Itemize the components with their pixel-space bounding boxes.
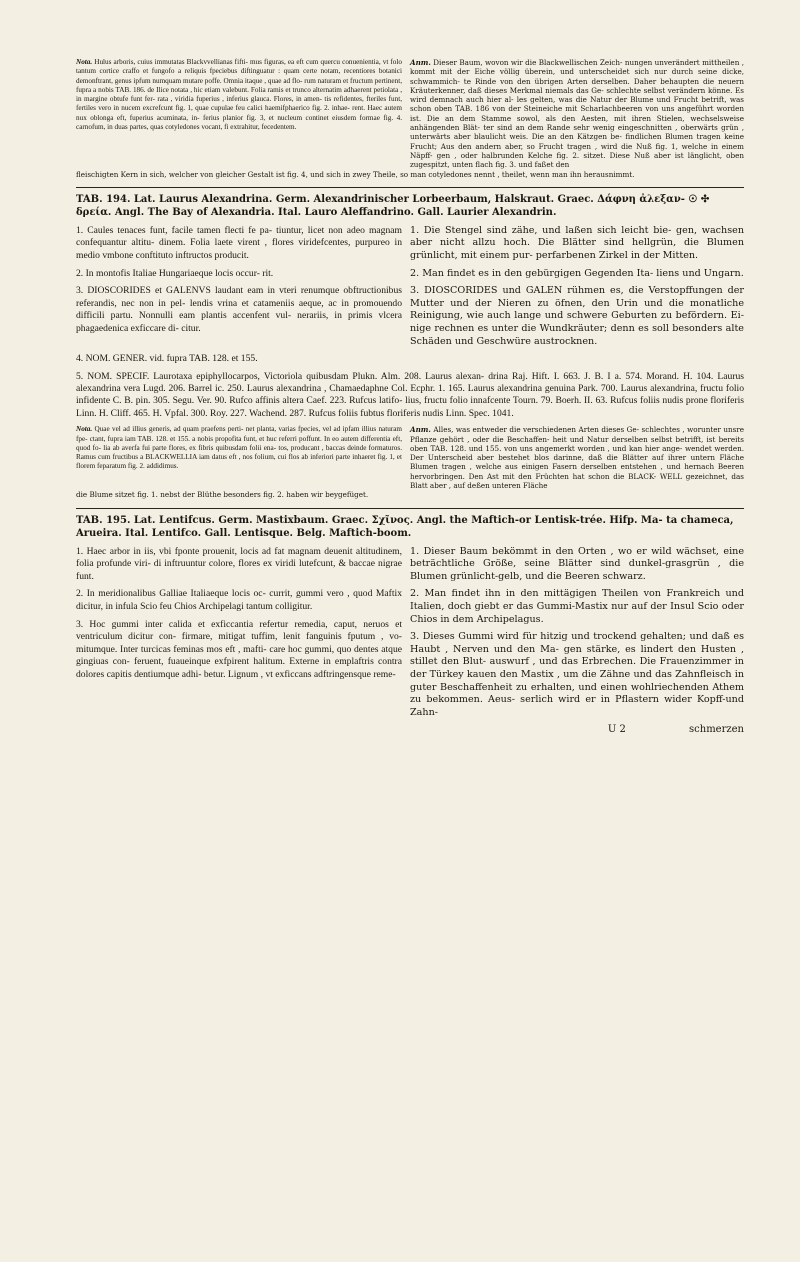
section-divider — [76, 187, 744, 188]
note-label: Anm. — [410, 425, 431, 435]
tab195-latin-column — [76, 546, 402, 737]
section-divider — [76, 508, 744, 509]
paragraph: 1. Dieser Baum bekömmt in den Orten , wo er wild wächset, eine beträchtliche Größe, seine Blätter sind dunkel-grasgrün , die Blumen grünlicht-gelb, und die Beeren schwarz. — [410, 545, 744, 582]
paragraph: 2. In meridionalibus Galliae Italiaeque locis oc- currit, gummi vero , quod Maftix dicitur, in infula Scio feu Chios Archipelagi tantum colligitur. — [76, 588, 402, 612]
tab194-note-section — [76, 425, 744, 490]
tab194-latin-column — [76, 225, 402, 353]
tab194-note-latin — [76, 425, 402, 490]
top-note-latin — [76, 58, 402, 170]
note-text: Dieser Baum, wovon wir die Blackwellischen Zeich- nungen unverändert mittheilen , kommt mit der Eiche völlig überein, und unterscheidet sich nur durch seine dicke, schwammich- te Rinde von den übrigen Arten derselben. Daher behaupten die neuern Kräuterkenner, daß dieses Merkmal niemals das Ge- schlechte selbst verändern könne. Es wird demnach auch hier al- les gelten, was die Natur der Blume und Frucht betrift, was schon oben TAB. 186 von der Steineiche mit Scharlachbeeren von uns angeführt worden ist. Die an dem Stamme sowol, als den Aesten, mit ihren Stielen, wechselsweise anhängenden Blät- ter sind an dem Rande sehr wenig eingeschnitten , oberwärts grün , unterwärts aber blaulicht weis. Die an den Kätzgen be- findlichen Blumen tragen keine Frucht; Aus den andern aber, so Frucht tragen , wird die Nuß fig. 1, welche in einem Näpff- gen , oder halbrunden Kelche fig. 2. sitzet. Diese Nuß aber ist länglicht, oben zugespitzt, unten flach fig. 3. und faßet den — [410, 58, 744, 170]
top-note-section — [76, 58, 744, 170]
note-text: Alles, was entweder die verschiedenen Arten dieses Ge- schlechtes , worunter unsre Pflanze gehört , oder die Beschaffen- heit und Natur derselben selbst betrifft, ist bereits oben TAB. 128. und 155. von uns angemerkt worden , und kan hier ange- wendet werden. Der Unterscheid aber bestehet blos darinne, daß die Blätter auf ihrer untern Fläche Blumen tragen , welche aus einigen Fasern derselben entstehen , und hernach Beeren hervorbringen. Den Ast mit den Früchten hat schon die BLACK- WELL gezeichnet, das Blatt aber , auf deßen unteren Fläche — [410, 425, 745, 491]
note-label: Anm. — [410, 58, 431, 67]
paragraph: 2. Man findet ihn in den mittägigen Theilen von Frankreich und Italien, doch giebt er das Gummi-Mastix nur auf der Insul Scio oder Chios in dem Archipelagus. — [410, 588, 744, 625]
paragraph: 1. Haec arbor in iis, vbi fponte prouenit, locis ad fat magnam deuenit altitudinem, folia profunde viri- di inftruuntur colore, flores ex viridi lutefcunt, & baccae nigrae funt. — [76, 545, 402, 582]
book-page — [76, 58, 744, 737]
tab195-body — [76, 546, 744, 737]
catchword: schmerzen — [689, 724, 744, 736]
tab194-note-german-continued: die Blume sitzet fig. 1. nebst der Blüthe besonders fig. 2. haben wir beygefüget. — [76, 490, 369, 500]
tab194-body — [76, 225, 744, 353]
paragraph: 1. Die Stengel sind zähe, und laßen sich leicht bie- gen, wachsen aber nicht allzu hoch. Die Blätter sind hellgrün, die Blumen grünlicht, mit einem pur- perfarbenen Zirkel in der Mitten. — [410, 224, 744, 262]
page-footer — [410, 724, 744, 737]
top-note-german — [410, 58, 744, 170]
paragraph: 2. Man findet es in den gebürgigen Gegenden Ita- liens und Ungarn. — [410, 267, 744, 279]
paragraph: 3. Dieses Gummi wird für hitzig und trockend gehalten; und daß es Haubt , Nerven und den Ma- gen stärke, es lindert den Husten , stillet den Blut- auswurf , und das Erbrechen. Die Frauenzimmer in der Türkey kauen den Mastix , um die Zähne und das Zahnfleisch in guter Beschaffenheit zu erhalten, und einen wohlriechenden Athem zu bekommen. Aeus- serlich wird er in Pflastern wider Kopff-und Zahn- — [410, 631, 744, 718]
tab194-note-german — [410, 425, 744, 490]
tab195-german-column — [410, 546, 744, 737]
note-text: Hulus arboris, cuius immutatas Blackvvellianas fifti- mus figuras, ea eft cum quercu conuenientia, vt folo tantum cortice craffo et fungofo a reliquis fpeciebus diftinguatur : quam certe notam, recentiores botanici demonftrant, genus ipfum numquam mutare poffe. Omnia itaque , quae ad flo- rum naturam et fructum pertinent, fupra a nobis TAB. 186. de Ilice notata , hic etiam valebunt. Folia ramis et trunco alternatim adhaerent petiolata , in margine obtufe funt fer- rata , viridia fuperius , inferius glauca. Flores, in amen- tis refidentes, fteriles funt, fertiles vero in nucem excrefcunt fig. 1, quae cupulae feu calici haemifphaerico fig. 2. inhae- rent. Haec autem nux oblonga eft, fuperius acuminata, in- ferius planior fig. 3, et nucleum continet eiusdem formae fig. 4. carnofum, in duas partes, quas cotyledones vocant, fi extrahitur, fecedentem. — [76, 58, 402, 132]
paragraph: 3. DIOSCORIDES et GALENVS laudant eam in vteri renumque obftructionibus referandis, nec non in pel- lendis vrina et catameniis aeque, ac in promouendo difficili partu. Nonnulli eam plantis accenfent vul- nerariis, in primis vlcera phagaedenica exficcare di- citur. — [76, 285, 402, 335]
tab194-header: TAB. 194. Lat. Laurus Alexandrina. Germ. Alexandrinischer Lorbeerbaum, Halskraut. Graec. Δάφνη ἀλεξαν- ☉ ✣ δρεία. Angl. The Bay of Alexandria. Ital. Lauro Aleffandrino. Gall. Laurier Alexandrin. — [76, 193, 710, 218]
paragraph: 1. Caules tenaces funt, facile tamen flecti fe pa- tiuntur, licet non adeo magnam confequantur altitu- dinem. Folia laete virent , flores viridefcentes, purpureo in medio vmbone conftituto inftructos producit. — [76, 224, 402, 262]
paragraph: 2. In montofis Italiae Hungariaeque locis occur- rit. — [76, 267, 274, 279]
tab195-header: TAB. 195. Lat. Lentifcus. Germ. Mastixbaum. Graec. Σχῖνος. Angl. the Maftich-or Lentisk-trée. Hifp. Ma- ta chameca, Arueira. Ital. Lentifco. Gall. Lentisque. Belg. Maftich-boom. — [76, 514, 734, 539]
tab194-german-column — [410, 225, 744, 353]
paragraph: 3. DIOSCORIDES und GALEN rühmen es, die Verstopffungen der Mutter und der Nieren zu öfnen, den Urin und die monatliche Reinigung, wie auch lange und schwere Geburten zu befördern. Ei- nige rechnen es unter die Wundkräuter; denn es soll besonders alte Schäden und Geschwüre austrocknen. — [410, 285, 744, 347]
top-note-german-continued: fleischigten Kern in sich, welcher von gleicher Gestalt ist fig. 4, und sich in zwey Theile, so man cotyledones nennt , theilet, wenn man ihn herausnimmt. — [76, 169, 635, 179]
note-label: Nota. — [76, 425, 93, 434]
signature-mark: U 2 — [607, 724, 626, 736]
nom-gener: 4. NOM. GENER. vid. fupra TAB. 128. et 155. — [76, 353, 258, 365]
nom-specif: 5. NOM. SPECIF. Laurotaxa epiphyllocarpos, Victoriola quibusdam Plukn. Alm. 208. Laurus alexan- drina Raj. Hift. I. 663. J. B. I a. 574. Morand. H. 104. Laurus alexandrina vera Lugd. 206. Barrel ic. 250. Laurus alexandrina , Chamaedaphne Col. Ecphr. 1. 165. Laurus alexandrina genuina Park. 700. Laurus alexandrina, fructu folio infidente C. B. pin. 305. Segu. Ver. 90. Rufco affinis altera Caef. 223. Rufcus latifo- lius, fructu folio innafcente Tourn. 79. Boerh. II. 63. Rufcus foliis nudis prone floriferis Linn. H. Cliff. 465. H. Vpfal. 300. Roy. 227. Wachend. 287. Rufcus foliis fubtus floriferis nudis Linn. Spec. 1041. — [76, 370, 744, 419]
note-label: Nota. — [76, 58, 93, 66]
note-text: Quae vel ad illius generis, ad quam praefens perti- net planta, varias fpecies, vel ad ipfam illius naturam fpe- ctant, fupra iam TAB. 128. et 155. a nobis propofita funt, et huc referri poffunt. In eo autem differentia eft, quod fo- lia ab averfa fui parte flores, ex fibris quibusdam folii ena- tos, producant , baccas deinde formaturos. Ramus cum fructibus a BLACKWELLIA iam datus eft , nos folium, cui flos ab inferiori parte inhaeret fig. 1, et florem feparatum fig. 2. addidimus. — [76, 425, 403, 471]
paragraph: 3. Hoc gummi inter calida et exficcantia refertur remedia, caput, neruos et ventriculum dicitur con- firmare, mitigat tuffim, lenit fanguinis fputum , vo- mitumque. Inter turcicas feminas mos eft , mafti- care hoc gummi, quo dentes atque gingiuas con- feruent, fuaueinque exfpirent halitum. Externe in emplaftris contra dolores capitis dentiumque adhi- betur. Lignum , vt exficcans adftringensque reme- — [76, 618, 402, 680]
